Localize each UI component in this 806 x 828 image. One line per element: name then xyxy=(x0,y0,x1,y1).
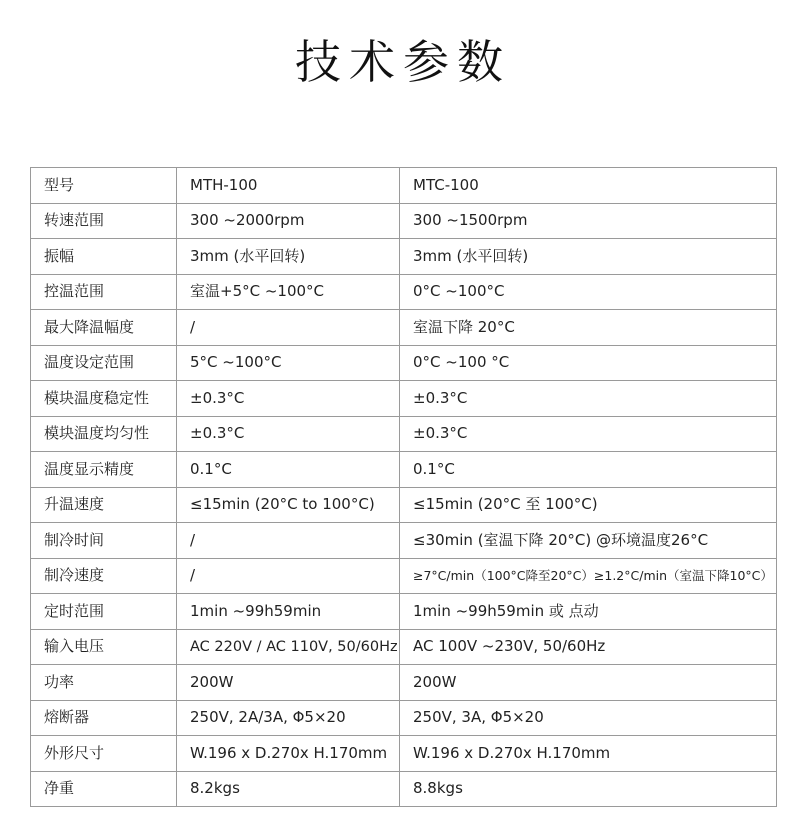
spec-value-mth-cell: 250V, 2A/3A, Φ5×20 xyxy=(177,700,400,736)
table-row xyxy=(31,700,777,736)
spec-value-mtc-cell: 200W xyxy=(400,665,777,701)
spec-value-mtc-cell: 0°C ~100°C xyxy=(400,274,777,310)
table-row xyxy=(31,239,777,275)
spec-value-mtc-cell: 300 ~1500rpm xyxy=(400,203,777,239)
spec-label-cell: 制冷速度 xyxy=(31,558,177,594)
spec-value-mth-cell: 0.1°C xyxy=(177,452,400,488)
spec-value-mth-cell: 5°C ~100°C xyxy=(177,345,400,381)
spec-value-mtc-cell: MTC-100 xyxy=(400,168,777,204)
spec-value-mth-cell: / xyxy=(177,558,400,594)
spec-table xyxy=(30,167,777,807)
spec-label-cell: 外形尺寸 xyxy=(31,736,177,772)
spec-value-mth-cell: W.196 x D.270x H.170mm xyxy=(177,736,400,772)
spec-value-mth-cell: MTH-100 xyxy=(177,168,400,204)
spec-value-mtc-cell: 0°C ~100 °C xyxy=(400,345,777,381)
spec-label-cell: 型号 xyxy=(31,168,177,204)
spec-value-mth-cell: 200W xyxy=(177,665,400,701)
spec-value-mth-cell: 300 ~2000rpm xyxy=(177,203,400,239)
spec-value-mth-cell: / xyxy=(177,310,400,346)
spec-value-mtc-cell: 8.8kgs xyxy=(400,771,777,807)
table-row xyxy=(31,558,777,594)
spec-label-cell: 转速范围 xyxy=(31,203,177,239)
spec-label-cell: 熔断器 xyxy=(31,700,177,736)
table-row xyxy=(31,345,777,381)
spec-label-cell: 模块温度均匀性 xyxy=(31,416,177,452)
spec-value-mtc-cell: 0.1°C xyxy=(400,452,777,488)
spec-value-mtc-cell: 250V, 3A, Φ5×20 xyxy=(400,700,777,736)
table-row xyxy=(31,736,777,772)
spec-label-cell: 功率 xyxy=(31,665,177,701)
spec-value-mtc-cell: 室温下降 20°C xyxy=(400,310,777,346)
table-row xyxy=(31,310,777,346)
spec-label-cell: 温度设定范围 xyxy=(31,345,177,381)
spec-value-mtc-cell: ±0.3°C xyxy=(400,381,777,417)
spec-value-mtc-cell: ≤15min (20°C 至 100°C) xyxy=(400,487,777,523)
spec-label-cell: 升温速度 xyxy=(31,487,177,523)
spec-label-cell: 净重 xyxy=(31,771,177,807)
spec-value-mtc-cell: AC 100V ~230V, 50/60Hz xyxy=(400,629,777,665)
table-row xyxy=(31,452,777,488)
spec-value-mth-cell: 1min ~99h59min xyxy=(177,594,400,630)
table-row xyxy=(31,203,777,239)
spec-label-cell: 制冷时间 xyxy=(31,523,177,559)
spec-value-mtc-cell: 3mm (水平回转) xyxy=(400,239,777,275)
spec-value-mth-cell: 8.2kgs xyxy=(177,771,400,807)
table-row xyxy=(31,594,777,630)
table-row xyxy=(31,771,777,807)
spec-label-cell: 温度显示精度 xyxy=(31,452,177,488)
spec-table-body xyxy=(31,168,777,807)
table-row xyxy=(31,168,777,204)
spec-value-mtc-cell: ±0.3°C xyxy=(400,416,777,452)
table-row xyxy=(31,381,777,417)
spec-value-mth-cell: / xyxy=(177,523,400,559)
table-row xyxy=(31,274,777,310)
spec-value-mtc-cell: W.196 x D.270x H.170mm xyxy=(400,736,777,772)
spec-value-mth-cell: ≤15min (20°C to 100°C) xyxy=(177,487,400,523)
spec-label-cell: 模块温度稳定性 xyxy=(31,381,177,417)
spec-label-cell: 控温范围 xyxy=(31,274,177,310)
spec-value-mtc-cell: 1min ~99h59min 或 点动 xyxy=(400,594,777,630)
spec-value-mtc-cell: ≥7°C/min（100°C降至20°C）≥1.2°C/min（室温下降10°C） xyxy=(400,558,777,594)
table-row xyxy=(31,487,777,523)
spec-label-cell: 定时范围 xyxy=(31,594,177,630)
table-row xyxy=(31,523,777,559)
table-row xyxy=(31,665,777,701)
spec-label-cell: 振幅 xyxy=(31,239,177,275)
spec-value-mth-cell: 室温+5°C ~100°C xyxy=(177,274,400,310)
spec-value-mth-cell: 3mm (水平回转) xyxy=(177,239,400,275)
spec-value-mth-cell: ±0.3°C xyxy=(177,381,400,417)
table-row xyxy=(31,629,777,665)
spec-label-cell: 输入电压 xyxy=(31,629,177,665)
spec-label-cell: 最大降温幅度 xyxy=(31,310,177,346)
spec-value-mth-cell: AC 220V / AC 110V, 50/60Hz xyxy=(177,629,400,665)
spec-value-mth-cell: ±0.3°C xyxy=(177,416,400,452)
page-title: 技术参数 xyxy=(295,35,511,89)
table-row xyxy=(31,416,777,452)
spec-value-mtc-cell: ≤30min (室温下降 20°C) @环境温度26°C xyxy=(400,523,777,559)
